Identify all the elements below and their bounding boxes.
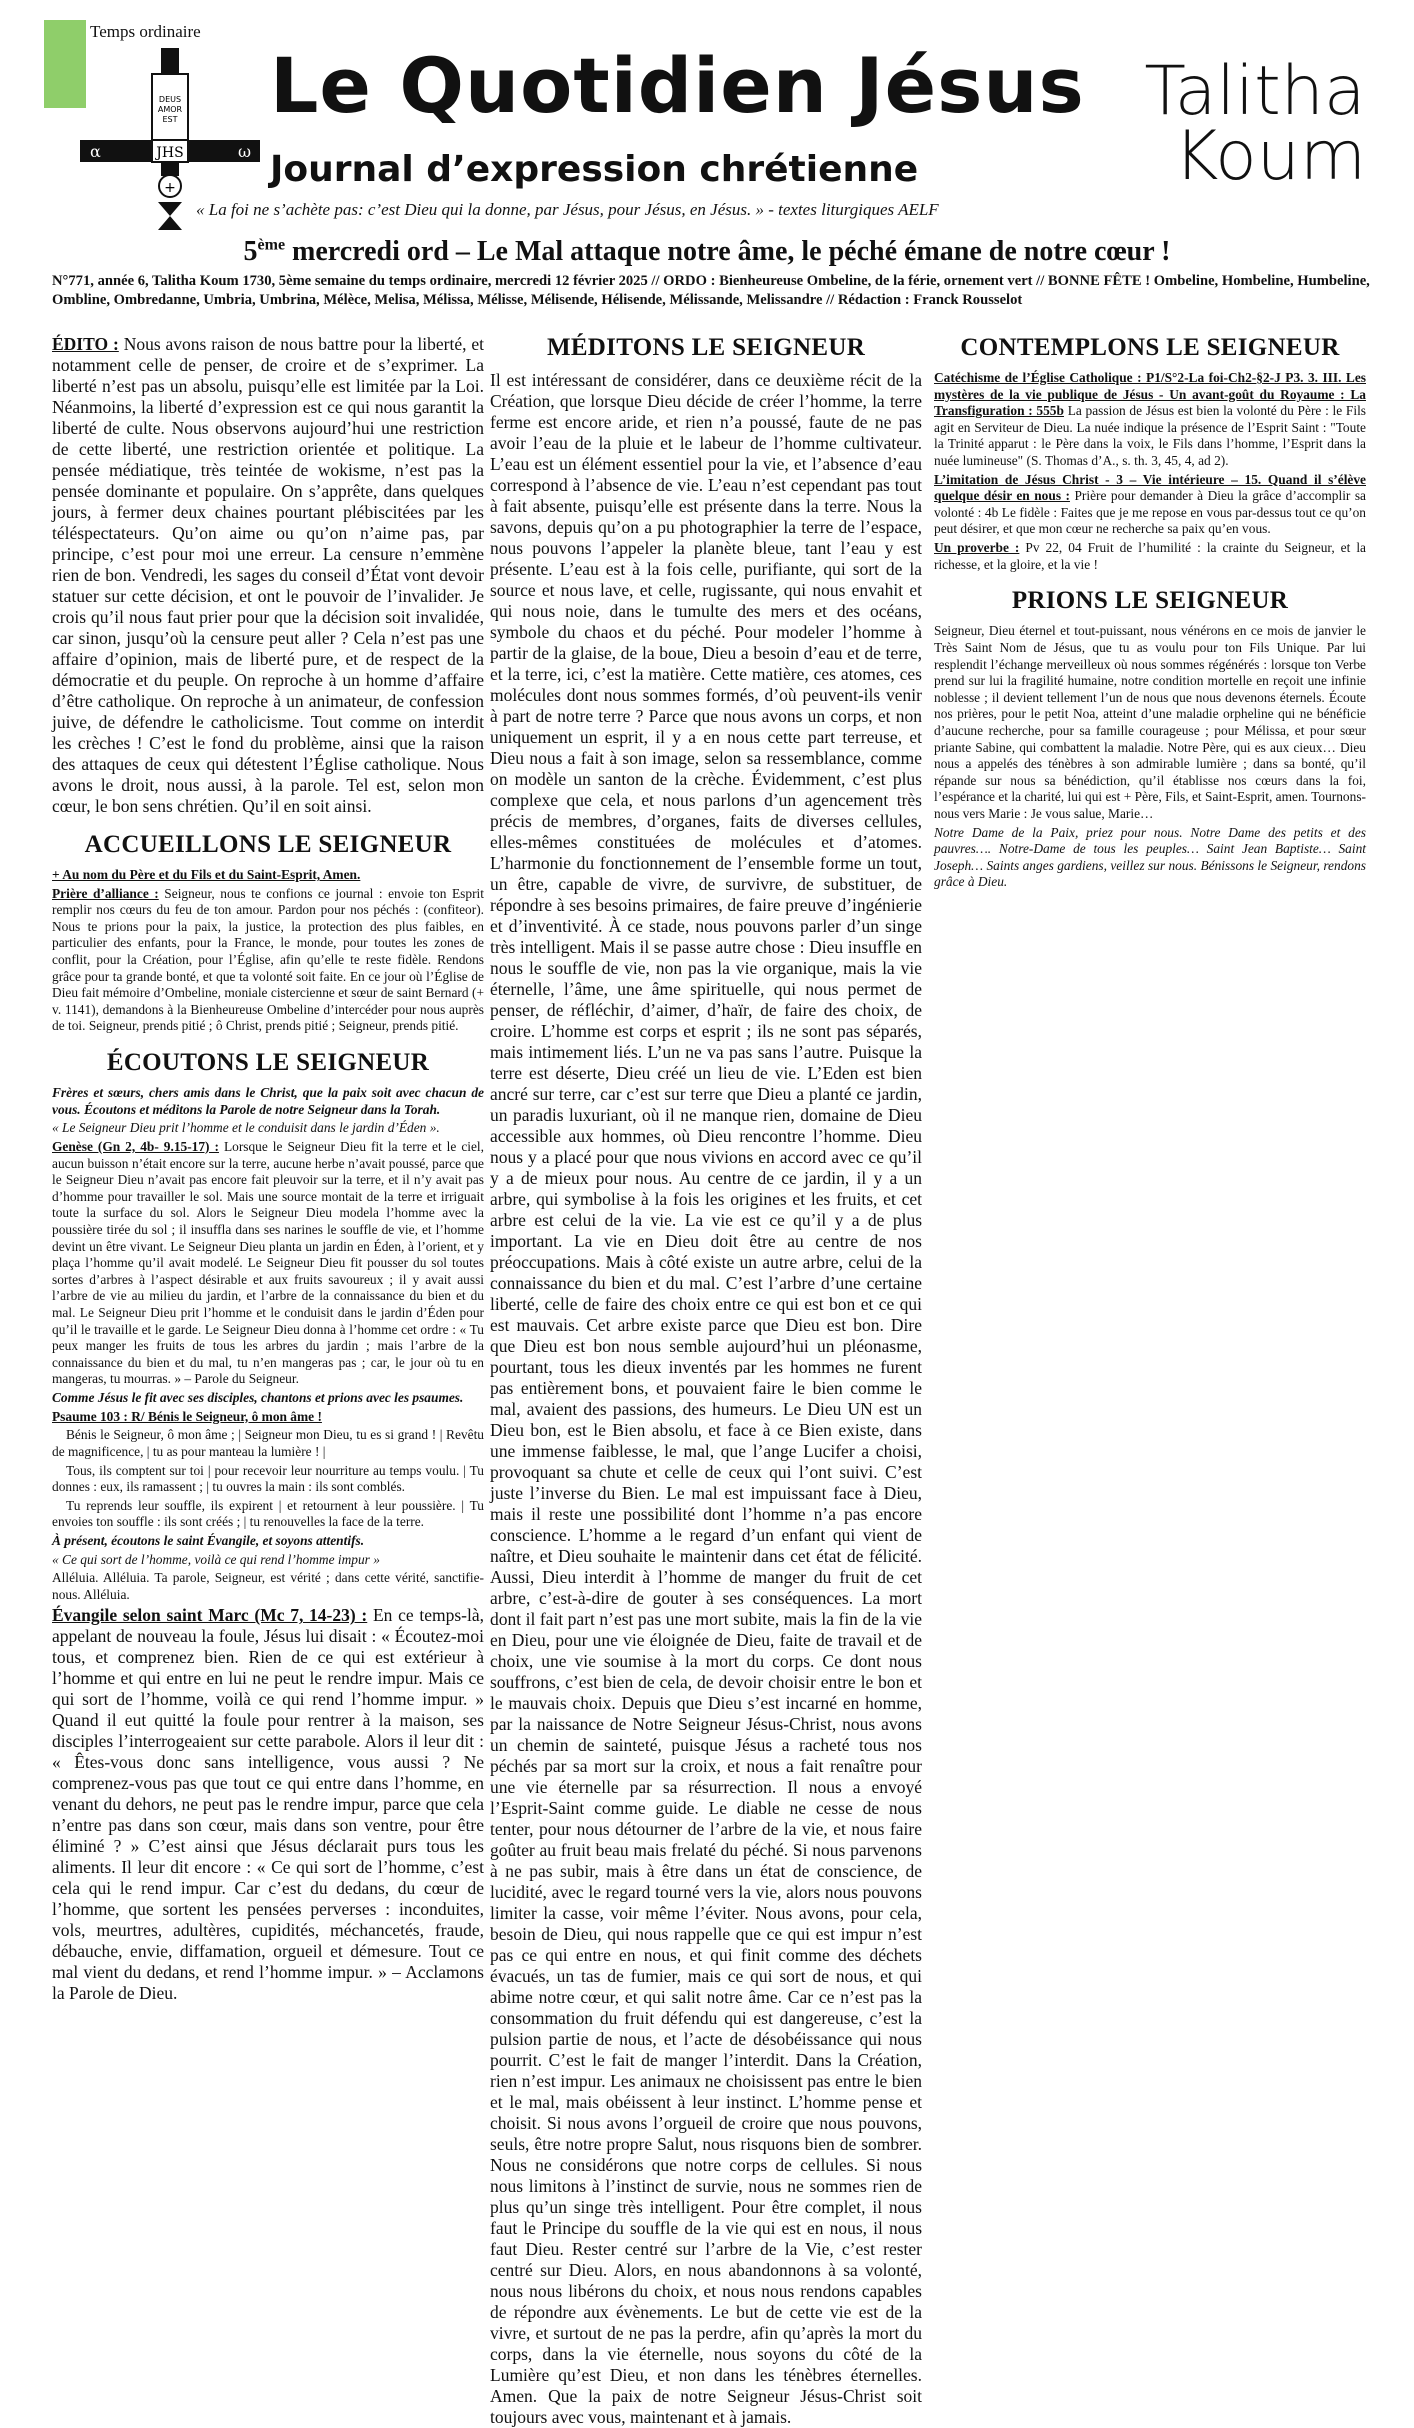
brand-line-2: Koum (1173, 116, 1367, 196)
genese-quote: « Le Seigneur Dieu prit l’homme et le conduisit dans le jardin d’Éden ». (52, 1120, 440, 1136)
catechisme (934, 370, 1366, 470)
proverbe-label: Un proverbe : (934, 540, 1020, 556)
logo-est: EST (162, 115, 178, 124)
evangile-intro: À présent, écoutons le saint Évangile, et soyons attentifs. (52, 1532, 365, 1548)
season-label: Temps ordinaire (90, 22, 201, 41)
journal-title: Le Quotidien Jésus (270, 41, 1085, 130)
edito (52, 334, 484, 817)
genese-reading (52, 1139, 484, 1388)
logo-jhs: JHS (156, 145, 184, 161)
edito-text: Nous avons raison de nous battre pour la liberté, et notamment celle de penser, de croire et de s’exprimer. La liberté n’est pas un absolu, puisqu’elle est limitée par la Loi. Néanmoins, la liberté d’expression est ce qui nous garantit la liberté de culte. Nous observons aujourd’hui une restriction de cette liberté, une restriction orientée et politique. La pensée médiatique, très teintée de wokisme, n’est pas la pensée dominante et populaire. On s’apprête, dans quelques jours, à fermer deux chaines pourtant plébiscitées par les téléspectateurs. Qu’on aime ou qu’on n’aime pas, par principe, c’est pour moi une erreur. La censure n’emmène rien de bon. Vendredi, les sages du conseil d’État vont devoir statuer sur cette décision, et ont le pouvoir de l’invalider. Je crois qu’il nous faut prier pour que la décision soit invalidée, car sinon, jusqu’où la censure peut aller ? Cela n’est pas une affaire d’opinion, mais de liberté pure, et de respect de la démocratie et du peuple. On reproche à un homme d’affaire d’être catholique. On reproche à un animateur, de confession juive, de défendre le catholicisme. Tout comme on interdit les crèches ! C’est le fond du problème, ainsi que la raison des attaques de ceux qui détestent l’Église catholique. Nous avons le droit, nous aussi, à la parole. Tel est, selon mon cœur, le bon sens chrétien. Qu’il en soit ainsi. (52, 334, 485, 816)
edito-label: ÉDITO : (52, 334, 119, 354)
section-accueillons: ACCUEILLONS LE SEIGNEUR (84, 831, 452, 858)
sign-of-cross: + Au nom du Père et du Fils et du Saint-Esprit, Amen. (52, 867, 361, 882)
logo-amor: AMOR (157, 105, 183, 114)
alleluia: Alléluia. Alléluia. Ta parole, Seigneur, est vérité ; dans cette vérité, sanctifie-nous. Alléluia. (52, 1570, 484, 1602)
imitation-text: Prière pour demander à Dieu la grâce d’accomplir sa volonté : 4b Le fidèle : Faites que je me repose en vous par-dessus tout ce qu’on peut désirer, et que mon cœur ne recherche sa paix qu’en vous. (934, 488, 1366, 537)
brand-line-1: Talitha (1144, 52, 1366, 131)
priere-alliance (52, 886, 484, 1035)
logo-deus: DEUS (158, 95, 182, 104)
day-headline (0, 236, 1414, 268)
catechisme-text: La passion de Jésus est bien la volonté du Père : le Fils agit en Serviteur de Dieu. La nuée indique la présence de l’Esprit Saint : "Toute la Trinité apparut : le Père dans la voix, le Fils dans l’homme, l’Esprit dans la nuée lumineuse" (S. Thomas d’A., s. th. 3, 45, 4, ad 2). (934, 403, 1366, 469)
section-ecoutons: ÉCOUTONS LE SEIGNEUR (106, 1049, 430, 1077)
section-contemplons: CONTEMPLONS LE SEIGNEUR (960, 334, 1340, 361)
chantons-intro: Comme Jésus le fit avec ses disciples, chantons et prions avec les psaumes. (52, 1390, 464, 1406)
priere-text: Seigneur, nous te confions ce journal : envoie ton Esprit remplir nos cœurs du feu de ton amour. Pardon pour nos péchés : (confiteor). Nous te prions pour la paix, la justice, la protection des plus faibles, en particulier des enfants, pour la France, le monde, pour toutes les zones de conflit, pour la Création, pour l’Église, afin qu’elle te reste fidèle. Rendons grâce pour ta grande bonté, et que ta volonté soit faite. En ce jour où l’Église de Dieu fait mémoire d’Ombeline, moniale cistercienne et sœur de saint Bernard (+ v. 1141), demandons à la Bienheureuse Ombeline d’intercéder pour nous auprès de toi. Seigneur, prends pitié ; ô Christ, prends pitié ; Seigneur, prends pitié. (52, 885, 484, 1034)
genese-text: Lorsque le Seigneur Dieu fit la terre et le ciel, aucun buisson n’était encore sur la terre, aucune herbe n’avait poussé, parce que le Seigneur Dieu n’avait pas encore fait pleuvoir sur la terre, et il n’y avait pas d’homme pour travailler le sol. Mais une source montait de la terre et irriguait toute la surface du sol. Alors le Seigneur Dieu modela l’homme avec la poussière tirée du sol ; il insuffla dans ses narines le souffle de vie, et l’homme devint un être vivant. Le Seigneur Dieu planta un jardin en Éden, à l’orient, et y plaça l’homme qu’il avait modelé. Le Seigneur Dieu fit pousser du sol toutes sortes d’arbres à l’aspect désirable et aux fruits savoureux ; il y avait aussi l’arbre de vie au milieu du jardin, et l’arbre de la connaissance du bien et du mal. Le Seigneur Dieu prit l’homme et le conduisit dans le jardin d’Éden pour qu’il le travaille et le garde. Le Seigneur Dieu donna à l’homme cet ordre : « Tu peux manger les fruits de tous les arbres du jardin ; mais l’arbre de la connaissance du bien et du mal, tu n’en mangeras pas ; car, le jour où tu en mangeras, tu mourras. » – Parole du Seigneur. (52, 1138, 485, 1387)
evangile-reading (52, 1605, 484, 2004)
section-prions: PRIONS LE SEIGNEUR (1011, 587, 1289, 615)
priere-label: Prière d’alliance : (52, 885, 159, 901)
genese-label: Genèse (Gn 2, 4b- 9.15-17) : (52, 1138, 219, 1154)
evangile-label: Évangile selon saint Marc (Mc 7, 14-23) : (52, 1605, 368, 1626)
psaume-verse-2: Tous, ils comptent sur toi | pour recevoir leur nourriture au temps voulu. | Tu donnes : eux, ils ramassent ; | tu ouvres la main : ils sont comblés. (52, 1462, 484, 1495)
psaume-verse-1: Bénis le Seigneur, ô mon âme ; | Seigneur mon Dieu, tu es si grand ! | Revêtu de magnificence, | tu as pour manteau la lumière ! | (52, 1427, 484, 1459)
logo-plus: + (164, 180, 176, 196)
talitha-koum-logo (1130, 52, 1380, 196)
issue-info: N°771, année 6, Talitha Koum 1730, 5ème semaine du temps ordinaire, mercredi 12 février 2025 // ORDO : Bienheureuse Ombeline, de la férie, ornement vert // BONNE FÊTE ! Ombeline, Hombeline, Humbeline, Ombline, Ombredanne, Umbria, Umbrina, Mélèce, Melisa, Mélissa, Mélisse, Mélisende, Hélisende, Mélissande, Melissandre // Rédaction : Franck Rousselot (52, 273, 1370, 308)
headline-sup: ème (257, 236, 286, 254)
column-1 (52, 334, 485, 2004)
proverbe (934, 540, 1366, 573)
psaume-label: Psaume 103 : R/ Bénis le Seigneur, ô mon âme ! (52, 1408, 322, 1424)
evangile-text: En ce temps-là, appelant de nouveau la foule, Jésus lui disait : « Écoutez-moi tous, et comprenez bien. Rien de ce qui est extérieur à l’homme et qui entre en lui ne peut le rendre impur. Mais ce qui sort de l’homme, voilà ce qui rend l’homme impur. » Quand il eut quitté la foule pour rentrer à la maison, ses disciples l’interrogeaient sur cette parabole. Alors il leur dit : « Êtes-vous donc sans intelligence, vous aussi ? Ne comprenez-vous pas que tout ce qui entre dans l’homme, en venant du dehors, ne peut pas le rendre impur, parce que cela n’entre pas dans son cœur, mais dans son ventre, pour être éliminé ? » C’est ainsi que Jésus déclarait purs tous les aliments. Il leur dit encore : « Ce qui sort de l’homme, c’est cela qui le rend impur. Car c’est du dedans, du cœur de l’homme, que sortent les pensées perverses : inconduites, vols, meurtres, adultères, cupidités, méchancetés, fraude, débauche, envie, diffamation, orgueil et démesure. Tout ce mal vient du dedans, et rend l’homme impur. » – Acclamons la Parole de Dieu. (52, 1605, 484, 2004)
journal-subtitle: Journal d’expression chrétienne (270, 149, 919, 190)
catechisme-label: Catéchisme de l’Église Catholique : P1/S°2-La foi-Ch2-§2-J P3. 3. III. Les mystères de la vie publique de Jésus - Un avant-goût du Royaume : La Transfiguration : 555b (934, 370, 1366, 419)
column-2 (490, 334, 922, 2427)
imitation-label: L’imitation de Jésus Christ - 3 – Vie intérieure – 15. Quand il s’élève quelque désir en nous : (934, 471, 1366, 504)
psaume-verse-3: Tu reprends leur souffle, ils expirent | et retournent à leur poussière. | Tu envoies ton souffle : ils sont créés ; | tu renouvelles la face de la terre. (52, 1497, 484, 1530)
headline-prefix: 5 (243, 236, 258, 267)
evangile-quote: « Ce qui sort de l’homme, voilà ce qui rend l’homme impur » (52, 1551, 380, 1567)
headline-rest: mercredi ord – Le Mal attaque notre âme, le péché émane de notre cœur ! (285, 236, 1171, 267)
ecoutons-intro: Frères et sœurs, chers amis dans le Christ, que la paix soit avec chacun de vous. Écoutons et méditons la Parole de notre Seigneur dans la Torah. (52, 1085, 484, 1117)
journal-tagline: « La foi ne s’achète pas: c’est Dieu qui la donne, par Jésus, pour Jésus, en Jésus. » - textes liturgiques AELF (196, 200, 939, 219)
logo-alpha: α (90, 142, 101, 161)
section-meditons: MÉDITONS LE SEIGNEUR (546, 334, 866, 361)
meditation-text: Il est intéressant de considérer, dans ce deuxième récit de la Création, que lorsque Dieu décide de créer l’homme, la terre ferme est encore aride, et rien n’a poussé, faute de ne pas avoir l’eau de la pluie et le labeur de l’homme cultivateur. L’eau est un élément essentiel pour la vie, et l’absence d’eau correspond à l’absence de vie. L’eau n’est cependant pas tout à fait absente, puisqu’elle est présente dans la terre. Nous la savons, depuis qu’on a pu photographier la terre de l’espace, nous pouvons l’appeler la planète bleue, tant l’eau y est présente. L’eau est à la fois celle, purifiante, qui sort de la source et nous lave, et celle, rugissante, qui nous envahit et qui nous noie, dans le tumulte des mers et des océans, symbole du chaos et du péché. Pour modeler l’homme à partir de la glaise, de la boue, Dieu a besoin d’eau et de terre, et la terre, ici, c’est la matière. Cette matière, ces atomes, ces molécules dont nous sommes formés, d’où peuvent-ils venir à part de notre terre ? Parce que nous avons un corps, et non uniquement un esprit, il y a en nous cette part terreuse, et Dieu nous a fait à son image, selon sa ressemblance, comme on modèle un santon de la crèche. Évidemment, c’est plus complexe que cela, et nous parlons d’un agencement très précis de membres, d’organes, faits de diverses cellules, elles-mêmes constituées de molécules et d’atomes. L’harmonie du fonctionnement de l’ensemble forme un tout, un être, capable de vivre, de survivre, de substituer, de répondre à ses besoins primaires, de faire preuve d’ingénierie et d’inventivité. À ce stade, nous pouvons parler d’un singe très intelligent. Mais il se passe autre chose : Dieu insuffle en nous le souffle de vie, non pas la vie organique, mais la vie éternelle, l’âme, une âme spirituelle, qui nous permet de penser, de réfléchir, d’aimer, d’haïr, de faire des choix, de croire. L’homme est corps et esprit ; ils ne sont pas séparés, mais intimement liés. L’un ne va pas sans l’autre. Puisque la terre est déserte, Dieu créé un lieu de vie. L’Eden est bien ancré sur terre, car c’est sur terre que Dieu a planté ce jardin, un paradis luxuriant, où il ne manque rien, domaine de Dieu accessible aux hommes, où Dieu rencontre l’homme. Dieu nous y a placé pour que nous vivions en accord avec ce qu’il y a de mieux pour nous. Au centre de ce jardin, il y a un arbre, qui symbolise à la fois les origines et les fruits, et cet arbre est celui de la vie. La vie est ce qu’il y a de plus important. La vie en Dieu doit être au centre de nos préoccupations. Mais à côté existe un autre arbre, celui de la connaissance du bien et du mal. C’est l’arbre d’une certaine liberté, celle de faire des choix entre ce qui est bon et ce qui est mauvais. Cet arbre existe parce que Dieu est bon. Dire que Dieu est bon nous semble aujourd’hui un pléonasme, pourtant, tous les dieux inventés par les hommes ne furent pas entièrement bons, et pouvaient faire le bien comme le mal, avaient des passions, des humeurs. Le Dieu UN est un Dieu bon, est le Bien absolu, et face à ce Bien existe, dans une immense faiblesse, le mal, que l’ange Lucifer a choisi, provoquant sa chute et celle de ceux qui l’ont suivi. C’est juste l’inverse du Bien. Le mal est impuissant face à Dieu, mais il reste une possibilité dont l’homme n’a pas encore conscience. L’homme a le regard d’un enfant qui vient de naître, et Dieu souhaite le maintenir dans cet état de félicité. Aussi, Dieu interdit à l’homme de manger du fruit de cet arbre, c’est-à-dire de gouter à ses conséquences. La mort dont il fait part n’est pas une mort subite, mais la fin de la vie en Dieu, pour une vie éloignée de Dieu, faite de travail et de choix, une vie soumise à la mort du corps. Ce dont nous souffrons, c’est bien de cela, de devoir choisir entre le bon et le mauvais choix. Depuis que Dieu s’est incarné en homme, par la naissance de Notre Seigneur Jésus-Christ, nous avons un chemin de sainteté, puisque Jésus a racheté tous nos péchés par sa mort sur la croix, et nous a fait renaître pour une vie éternelle par sa résurrection. Il nous a envoyé l’Esprit-Saint comme guide. Le diable ne cesse de nous tenter, pour nous détourner de l’arbre de la vie, et nous faire goûter au fruit beau mais frelaté du péché. Si nous parvenons à ne pas subir, mais à être dans un état de conscience, de lucidité, avec le regard tourné vers la vie, alors nous pouvons limiter la casse, voir même l’éviter. Nous avons, pour cela, besoin de Dieu, qui nous rappelle que ce qui est impur n’est pas ce qui entre en nous, et qui finit comme des déchets évacués, un tas de fumier, mais ce qui sort de nous, et qui abime notre cœur, et qui salit notre âme. Car ce n’est pas la consommation du fruit défendu qui est dangereuse, c’est la pulsion partie de nous, et l’acte de désobéissance qui nous pourrit. C’est le fait de manger l’interdit. Dans la Création, rien n’est impur. Les animaux ne choisissent pas entre le bien et le mal, mais obéissent à leur instinct. L’homme pense et choisit. Si nous avons l’orgueil de croire que nous pouvons, seuls, être notre propre Salut, nous risquons bien de sombrer. Nous ne considérons que notre corps de cellules. Si nous nous limitons à l’instinct de survie, nous ne sommes rien de plus qu’un singe très intelligent. Pour être complet, il nous faut le Principe du souffle de la vie qui est en nous, il nous faut Dieu. Rester centré sur l’arbre de la Vie, c’est rester centré sur Dieu. Alors, en nous abandonnons à sa volonté, nous nous libérons du choix, et nous nous rendons capables de répondre aux évènements. Le but de cette vie est de la vivre, et surtout de ne pas la perdre, afin qu’après la mort du corps, dans la vie éternelle, nous soyons du côté de la Lumière qu’est Dieu, et non dans les ténèbres éternelles. Amen. Que la paix de notre Seigneur Jésus-Christ soit toujours avec vous, maintenant et à jamais. (490, 370, 922, 2427)
litany-text: Notre Dame de la Paix, priez pour nous. Notre Dame des petits et des pauvres…. Notre-Dame de tous les peuples… Saint Jean Baptiste… Saint Joseph… Saints anges gardiens, veillez sur nous. Bénissons le Seigneur, rendons grâce à Dieu. (934, 824, 1366, 890)
imitation (934, 472, 1366, 538)
prayer-text: Seigneur, Dieu éternel et tout-puissant, nous vénérons en ce mois de janvier le Très Saint Nom de Jésus, que tu as voulu pour ton Fils Unique. Par lui resplendit l’échange merveilleux où nous sommes régénérés : lorsque ton Verbe prend sur lui la fragilité humaine, notre condition mortelle en reçoit une infinie noblesse ; il devient tellement l’un de nous que nous devenons éternels. Écoute nos prières, pour le petit Noa, atteint d’une maladie orpheline qui ne bénéficie d’aucune recherche, pour sa famille courageuse ; pour Mélissa, et pour sœur priante Sabine, qui combattent la maladie. Notre Père, qui es aux cieux… Dieu nous a appelés des ténèbres à son admirable lumière ; dans sa bonté, qu’il répande sur nous sa bénédiction, qu’il établisse nos cœurs dans la foi, l’espérance et la charité, lui qui est + Père, Fils, et Saint-Esprit, amen. Tournons-nous vers Marie : Je vous salue, Marie… (934, 623, 1366, 822)
column-3 (934, 334, 1366, 1984)
logo-omega: ω (238, 142, 252, 161)
proverbe-text: Pv 22, 04 Fruit de l’humilité : la crainte du Seigneur, et la richesse, et la gloire, et la vie ! (934, 540, 1366, 572)
